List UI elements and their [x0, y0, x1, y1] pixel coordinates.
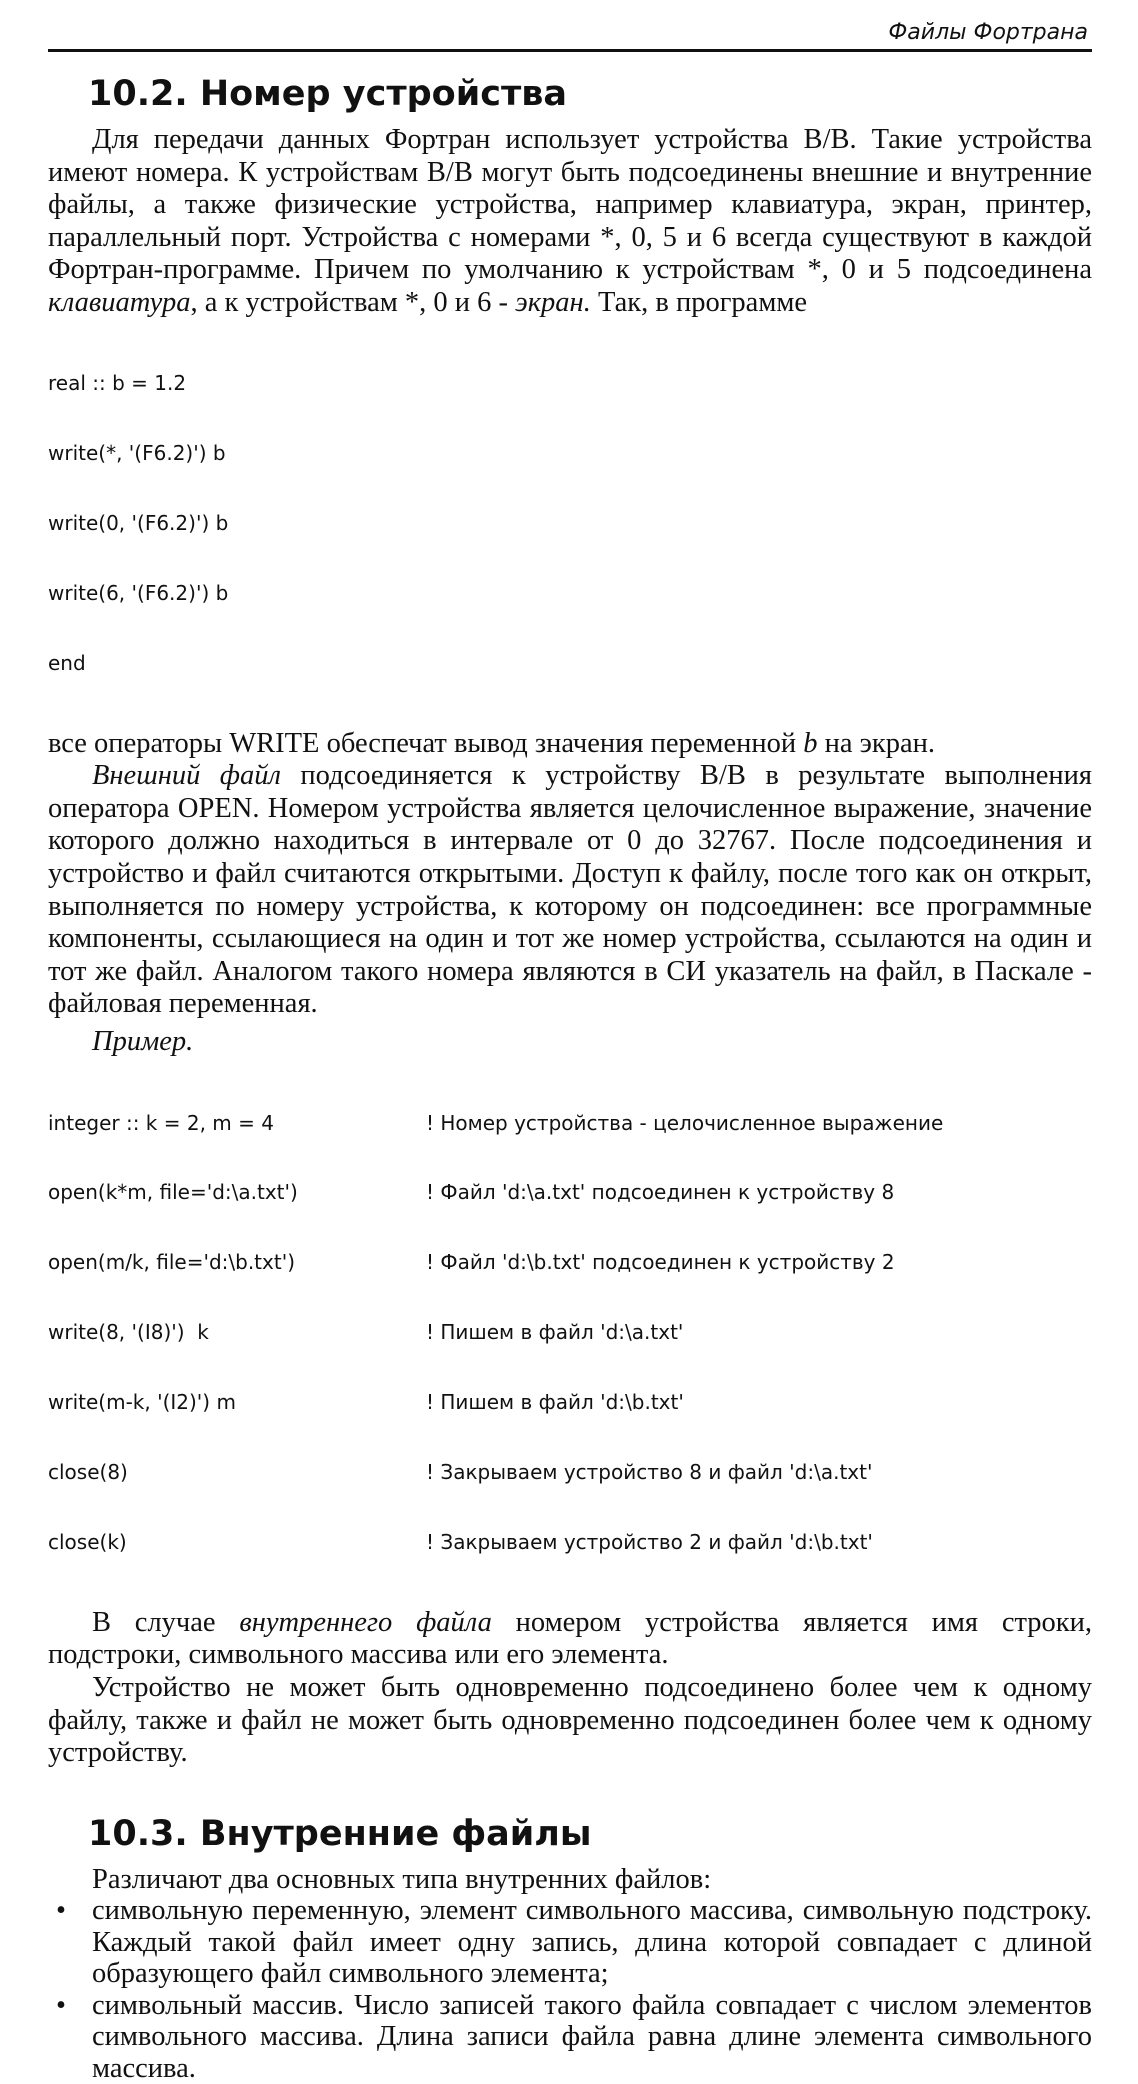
code-line: write(6, '(F6.2)') b [48, 580, 229, 605]
running-head: Файлы Фортрана [48, 0, 1092, 52]
paragraph-2-emphasis-b: b [803, 727, 818, 759]
section-gap [48, 1770, 1092, 1792]
code-line: write(*, '(F6.2)') b [48, 441, 226, 466]
paragraph-4-text-b: номером устройства является имя строки, подстроки, символьного массива или его элемента. [48, 1606, 1092, 1671]
code-statement: close(8) [48, 1460, 128, 1484]
code-row [48, 1112, 1092, 1135]
code-line: write(0, '(F6.2)') b [48, 510, 229, 535]
paragraph-1-text-b: , а к устройствам *, 0 и 6 - [190, 286, 516, 318]
paragraph-4-emphasis: внутреннего файла [239, 1606, 492, 1638]
list-item-text: символьную переменную, элемент символьного массива, символьную подстроку. Каждый такой файл имеет одну запись, длина которой совпадает с длиной образующего файл символьного элемента; [92, 1895, 1092, 1990]
paragraph-1 [48, 124, 1092, 320]
code-comment: ! Пишем в файл 'd:\a.txt' [426, 1320, 684, 1345]
code-row [48, 1461, 1092, 1484]
page [48, 0, 1092, 2084]
code-listing-2 [48, 1065, 1092, 1601]
paragraph-4 [48, 1607, 1092, 1672]
bullet-list [48, 1895, 1092, 2084]
paragraph-3 [48, 760, 1092, 1021]
code-line: real :: b = 1.2 [48, 371, 187, 396]
section-title-10-2: 10.2. Номер устройства [88, 74, 568, 114]
code-statement: open(k*m, file='d:\a.txt') [48, 1180, 298, 1205]
code-row [48, 1251, 1092, 1274]
list-item-text: символьный массив. Число записей такого файла совпадает с числом элементов символьного массива. Длина записи файла равна длине элемента символьного массива. [92, 1989, 1092, 2084]
code-row [48, 1531, 1092, 1554]
bullet-icon: • [56, 1989, 66, 2021]
code-row [48, 1391, 1092, 1414]
code-line: end [48, 650, 86, 675]
paragraph-2-text-a: все операторы WRITE обеспечат вывод значения переменной [48, 727, 804, 759]
code-comment: ! Пишем в файл 'd:\b.txt' [426, 1390, 684, 1415]
paragraph-1-emphasis-keyboard: клавиатура [48, 286, 191, 318]
paragraph-4-text-a: В случае [92, 1606, 240, 1638]
example-label: Пример. [92, 1025, 194, 1057]
code-statement: integer :: k = 2, m = 4 [48, 1110, 274, 1135]
code-row [48, 1181, 1092, 1204]
code-row [48, 1321, 1092, 1344]
paragraph-1-text-c: Так, в программе [590, 286, 808, 318]
code-comment: ! Файл 'd:\a.txt' подсоединен к устройству 8 [426, 1180, 895, 1205]
paragraph-3-text: подсоединяется к устройству В/В в результате выполнения оператора OPEN. Номером устройства является целочисленное выражение, значение которого должно находиться в интервале от 0 до 32767. После подсоединения и устройство и файл считаются открытыми. Доступ к файлу, после того как он открыт, выполняется по номеру устройства, к которому он подсоединен: все программные компоненты, ссылающиеся на один и тот же номер устройства, ссылаются на один и тот же файл. Аналогом такого номера являются в СИ указатель на файл, в Паскале - файловая переменная. [48, 760, 1092, 1020]
code-statement: open(m/k, file='d:\b.txt') [48, 1250, 295, 1275]
paragraph-2 [48, 728, 1092, 761]
paragraph-1-text-a: Для передачи данных Фортран использует устройства В/В. Такие устройства имеют номера. К устройствам В/В могут быть подсоединены внешние и внутренние файлы, а также физические устройства, например клавиатура, экран, принтер, параллельный порт. Устройства с номерами *, 0, 5 и 6 всегда существуют в каждой Фортран-программе. Причем по умолчанию к устройствам *, 0 и 5 подсоединена [48, 124, 1092, 286]
paragraph-3-emphasis: Внешний файл [92, 760, 281, 792]
bullet-icon: • [56, 1895, 66, 1927]
code-statement: write(m-k, '(I2)') m [48, 1390, 236, 1415]
code-statement: close(k) [48, 1529, 127, 1554]
code-comment: ! Закрываем устройство 2 и файл 'd:\b.txt' [426, 1529, 873, 1554]
code-listing-1 [48, 326, 1092, 722]
paragraph-intro: Различают два основных типа внутренних файлов: [92, 1863, 712, 1895]
code-statement: write(8, '(I8)') k [48, 1320, 209, 1345]
section-title-10-3: 10.3. Внутренние файлы [88, 1813, 592, 1854]
code-comment: ! Файл 'd:\b.txt' подсоединен к устройству 2 [426, 1250, 895, 1275]
paragraph-1-emphasis-screen: экран. [515, 286, 591, 318]
paragraph-2-text-b: на экран. [817, 727, 936, 759]
list-item [48, 1895, 1092, 1990]
code-comment: ! Номер устройства - целочисленное выражение [426, 1110, 944, 1135]
paragraph-5: Устройство не может быть одновременно подсоединено более чем к одному файлу, также и файл не может быть одновременно подсоединен более чем к одному устройству. [48, 1671, 1092, 1769]
code-comment: ! Закрываем устройство 8 и файл 'd:\a.txt' [426, 1460, 873, 1484]
list-item [48, 1990, 1092, 2084]
